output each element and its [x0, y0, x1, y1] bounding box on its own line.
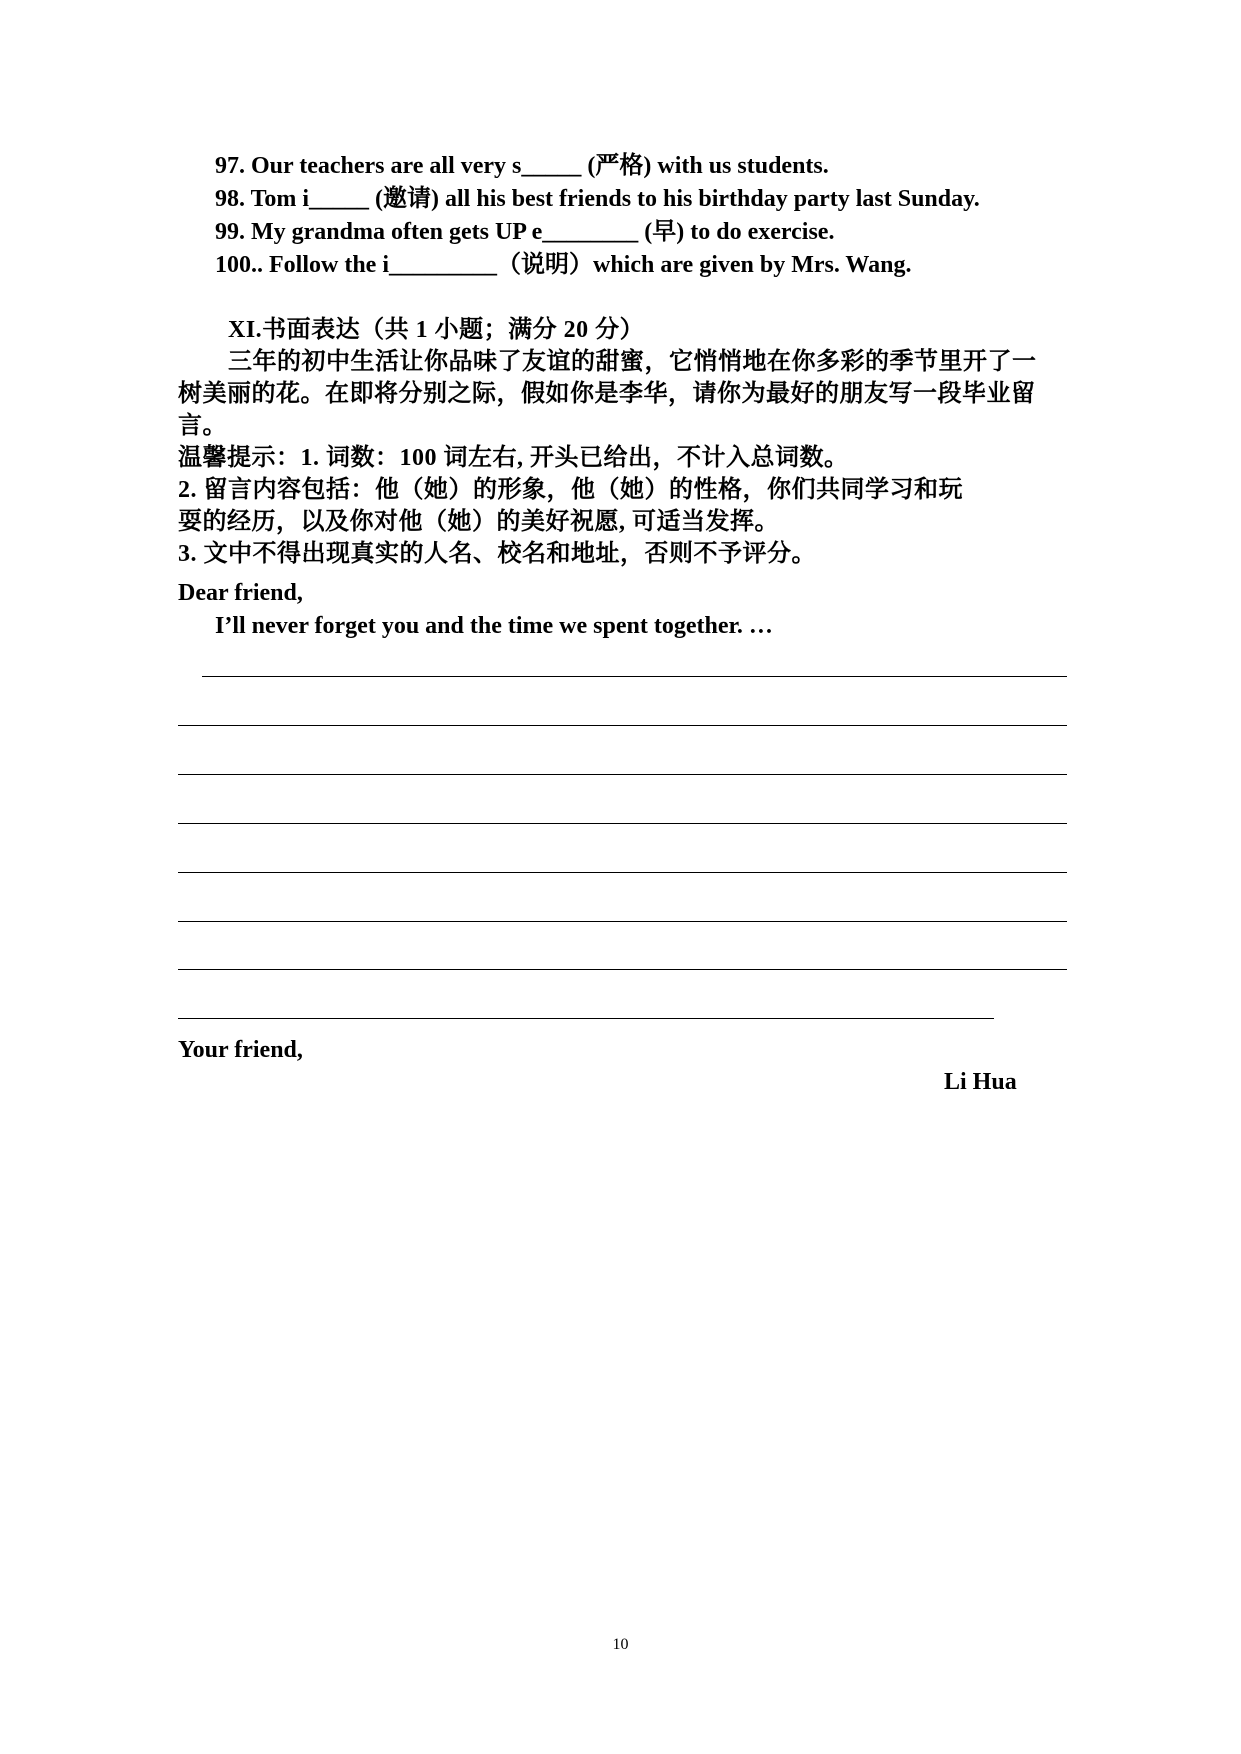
prompt-line-2: 树美丽的花。在即将分别之际，假如你是李华，请你为最好的朋友写一段毕业留 — [178, 381, 1036, 407]
question-100: 100.. Follow the i_________（说明）which are given by Mrs. Wang. — [215, 252, 912, 278]
writing-line-5 — [178, 872, 1067, 873]
writing-line-2 — [178, 725, 1067, 726]
writing-line-8 — [178, 1018, 994, 1019]
prompt-line-3: 言。 — [178, 413, 227, 439]
section-heading: XI.书面表达（共 1 小题；满分 20 分） — [228, 317, 645, 343]
writing-line-7 — [178, 969, 1067, 970]
question-97: 97. Our teachers are all very s_____ (严格) with us students. — [215, 153, 829, 179]
tip-2-line-1: 2. 留言内容包括：他（她）的形象，他（她）的性格，你们共同学习和玩 — [178, 477, 963, 503]
tip-2-line-2: 耍的经历，以及你对他（她）的美好祝愿, 可适当发挥。 — [178, 509, 779, 535]
closing: Your friend, — [178, 1037, 303, 1063]
writing-line-4 — [178, 823, 1067, 824]
signature: Li Hua — [944, 1069, 1017, 1095]
question-98: 98. Tom i_____ (邀请) all his best friends to his birthday party last Sunday. — [215, 186, 980, 212]
page-number: 10 — [612, 1636, 629, 1653]
prompt-line-1: 三年的初中生活让你品味了友谊的甜蜜，它悄悄地在你多彩的季节里开了一 — [228, 349, 1037, 375]
writing-line-1 — [202, 676, 1067, 677]
writing-line-3 — [178, 774, 1067, 775]
tip-1: 温馨提示：1. 词数：100 词左右, 开头已给出，不计入总词数。 — [178, 445, 849, 471]
tip-3: 3. 文中不得出现真实的人名、校名和地址，否则不予评分。 — [178, 541, 816, 567]
opening-sentence: I’ll never forget you and the time we spent together. … — [215, 613, 773, 639]
writing-line-6 — [178, 921, 1067, 922]
question-99: 99. My grandma often gets UP e________ (早) to do exercise. — [215, 219, 835, 245]
greeting: Dear friend, — [178, 580, 303, 606]
